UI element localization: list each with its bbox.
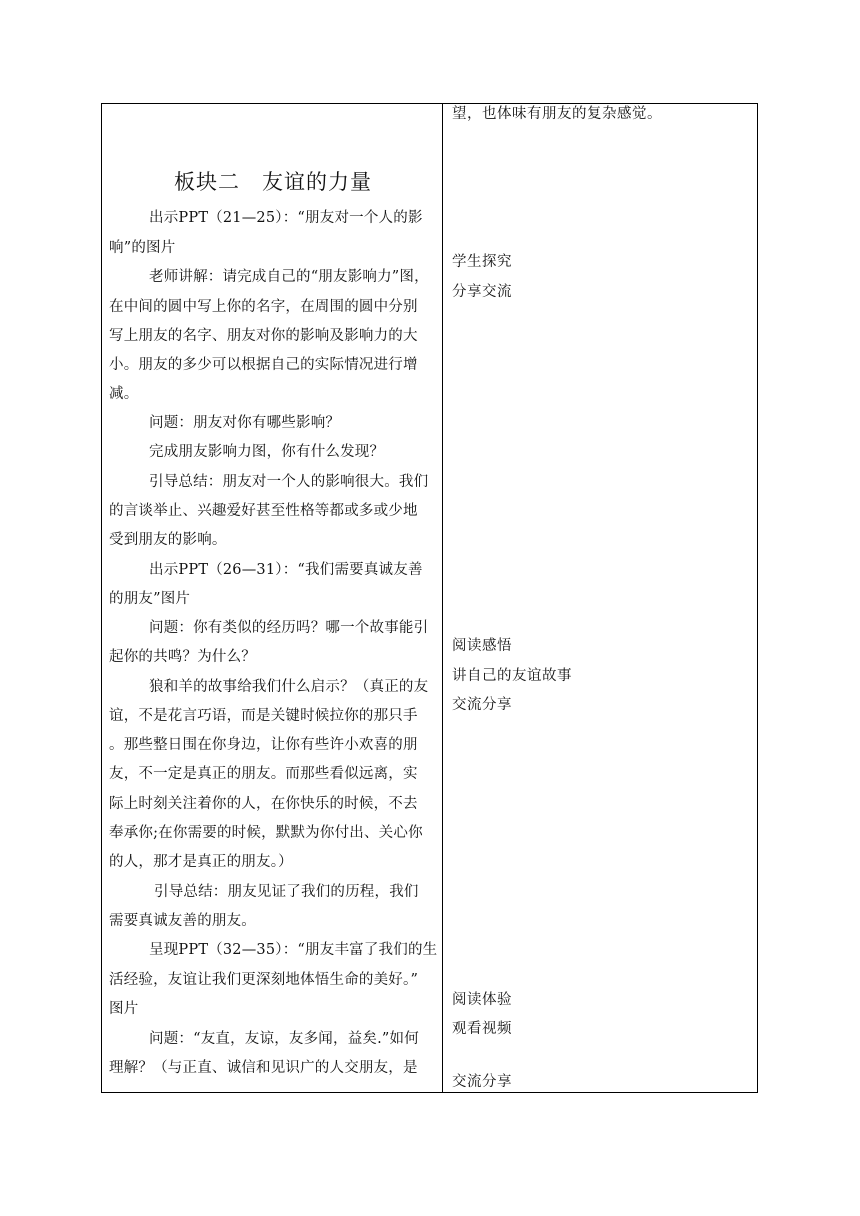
text-line: 出示PPT（26—31）：“我们需要真诚友善: [149, 562, 423, 578]
text-line: 受到朋友的影响。: [109, 532, 227, 548]
text-line: 的言谈举止、兴趣爱好甚至性格等都或多或少地: [109, 503, 418, 519]
text-line: 狼和羊的故事给我们什么启示？（真正的友: [149, 679, 429, 695]
text-line: 引导总结：朋友见证了我们的历程，我们: [154, 884, 419, 900]
text-line: 友，不一定是真正的朋友。而那些看似远离，实: [109, 766, 418, 782]
text-line: 的人，那才是真正的朋友。）: [109, 854, 293, 870]
section-heading: 板块二 友谊的力量: [174, 170, 372, 194]
text-line: 谊，不是花言巧语，而是关键时候拉你的那只手: [109, 708, 418, 724]
activity-label: 阅读体验: [452, 992, 512, 1008]
text-line: 活经验，友谊让我们更深刻地体悟生命的美好。”: [109, 972, 419, 988]
text-line: 完成朋友影响力图，你有什么发现？: [149, 444, 385, 460]
text-line: 际上时刻关注着你的人，在你快乐的时候，不去: [109, 796, 418, 812]
text-line: 引导总结：朋友对一个人的影响很大。我们: [149, 474, 429, 490]
activity-label: 交流分享: [452, 697, 512, 713]
activity-label: 观看视频: [452, 1021, 512, 1037]
text-line: 呈现PPT（32—35）：“朋友丰富了我们的生: [149, 942, 438, 958]
text-line: 写上朋友的名字、朋友对你的影响及影响力的大: [109, 328, 418, 344]
text-line: 图片: [109, 1001, 139, 1017]
text-line: 起你的共鸣？为什么？: [109, 649, 256, 665]
activity-label: 讲自己的友谊故事: [452, 668, 572, 684]
continuation-text: 望，也体味有朋友的复杂感觉。: [452, 106, 662, 122]
text-line: 老师讲解：请完成自己的“朋友影响力”图，: [149, 269, 429, 285]
activity-label: 学生探究: [452, 254, 512, 270]
text-line: 的朋友”图片: [109, 591, 191, 607]
text-line: 问题：“友直，友谅，友多闻，益矣.”如何: [149, 1031, 419, 1047]
text-line: 。那些整日围在你身边，让你有些许小欢喜的朋: [109, 737, 418, 753]
text-line: 在中间的圆中写上你的名字，在周围的圆中分别: [109, 299, 418, 315]
text-line: 小。朋友的多少可以根据自己的实际情况进行增: [109, 357, 418, 373]
text-line: 响”的图片: [109, 240, 176, 256]
text-line: 问题：朋友对你有哪些影响？: [149, 415, 341, 431]
text-line: 理解？（与正直、诚信和见识广的人交朋友，是: [109, 1060, 418, 1076]
text-line: 需要真诚友善的朋友。: [109, 913, 256, 929]
text-line: 问题：你有类似的经历吗？哪一个故事能引: [149, 620, 429, 636]
text-line: 奉承你;在你需要的时候，默默为你付出、关心你: [109, 825, 423, 841]
activity-label: 交流分享: [452, 1074, 512, 1090]
text-line: 减。: [109, 386, 139, 402]
text-line: 出示PPT（21—25）：“朋友对一个人的影: [149, 210, 423, 226]
column-divider: [442, 103, 443, 1093]
activity-label: 阅读感悟: [452, 638, 512, 654]
activity-label: 分享交流: [452, 284, 512, 300]
